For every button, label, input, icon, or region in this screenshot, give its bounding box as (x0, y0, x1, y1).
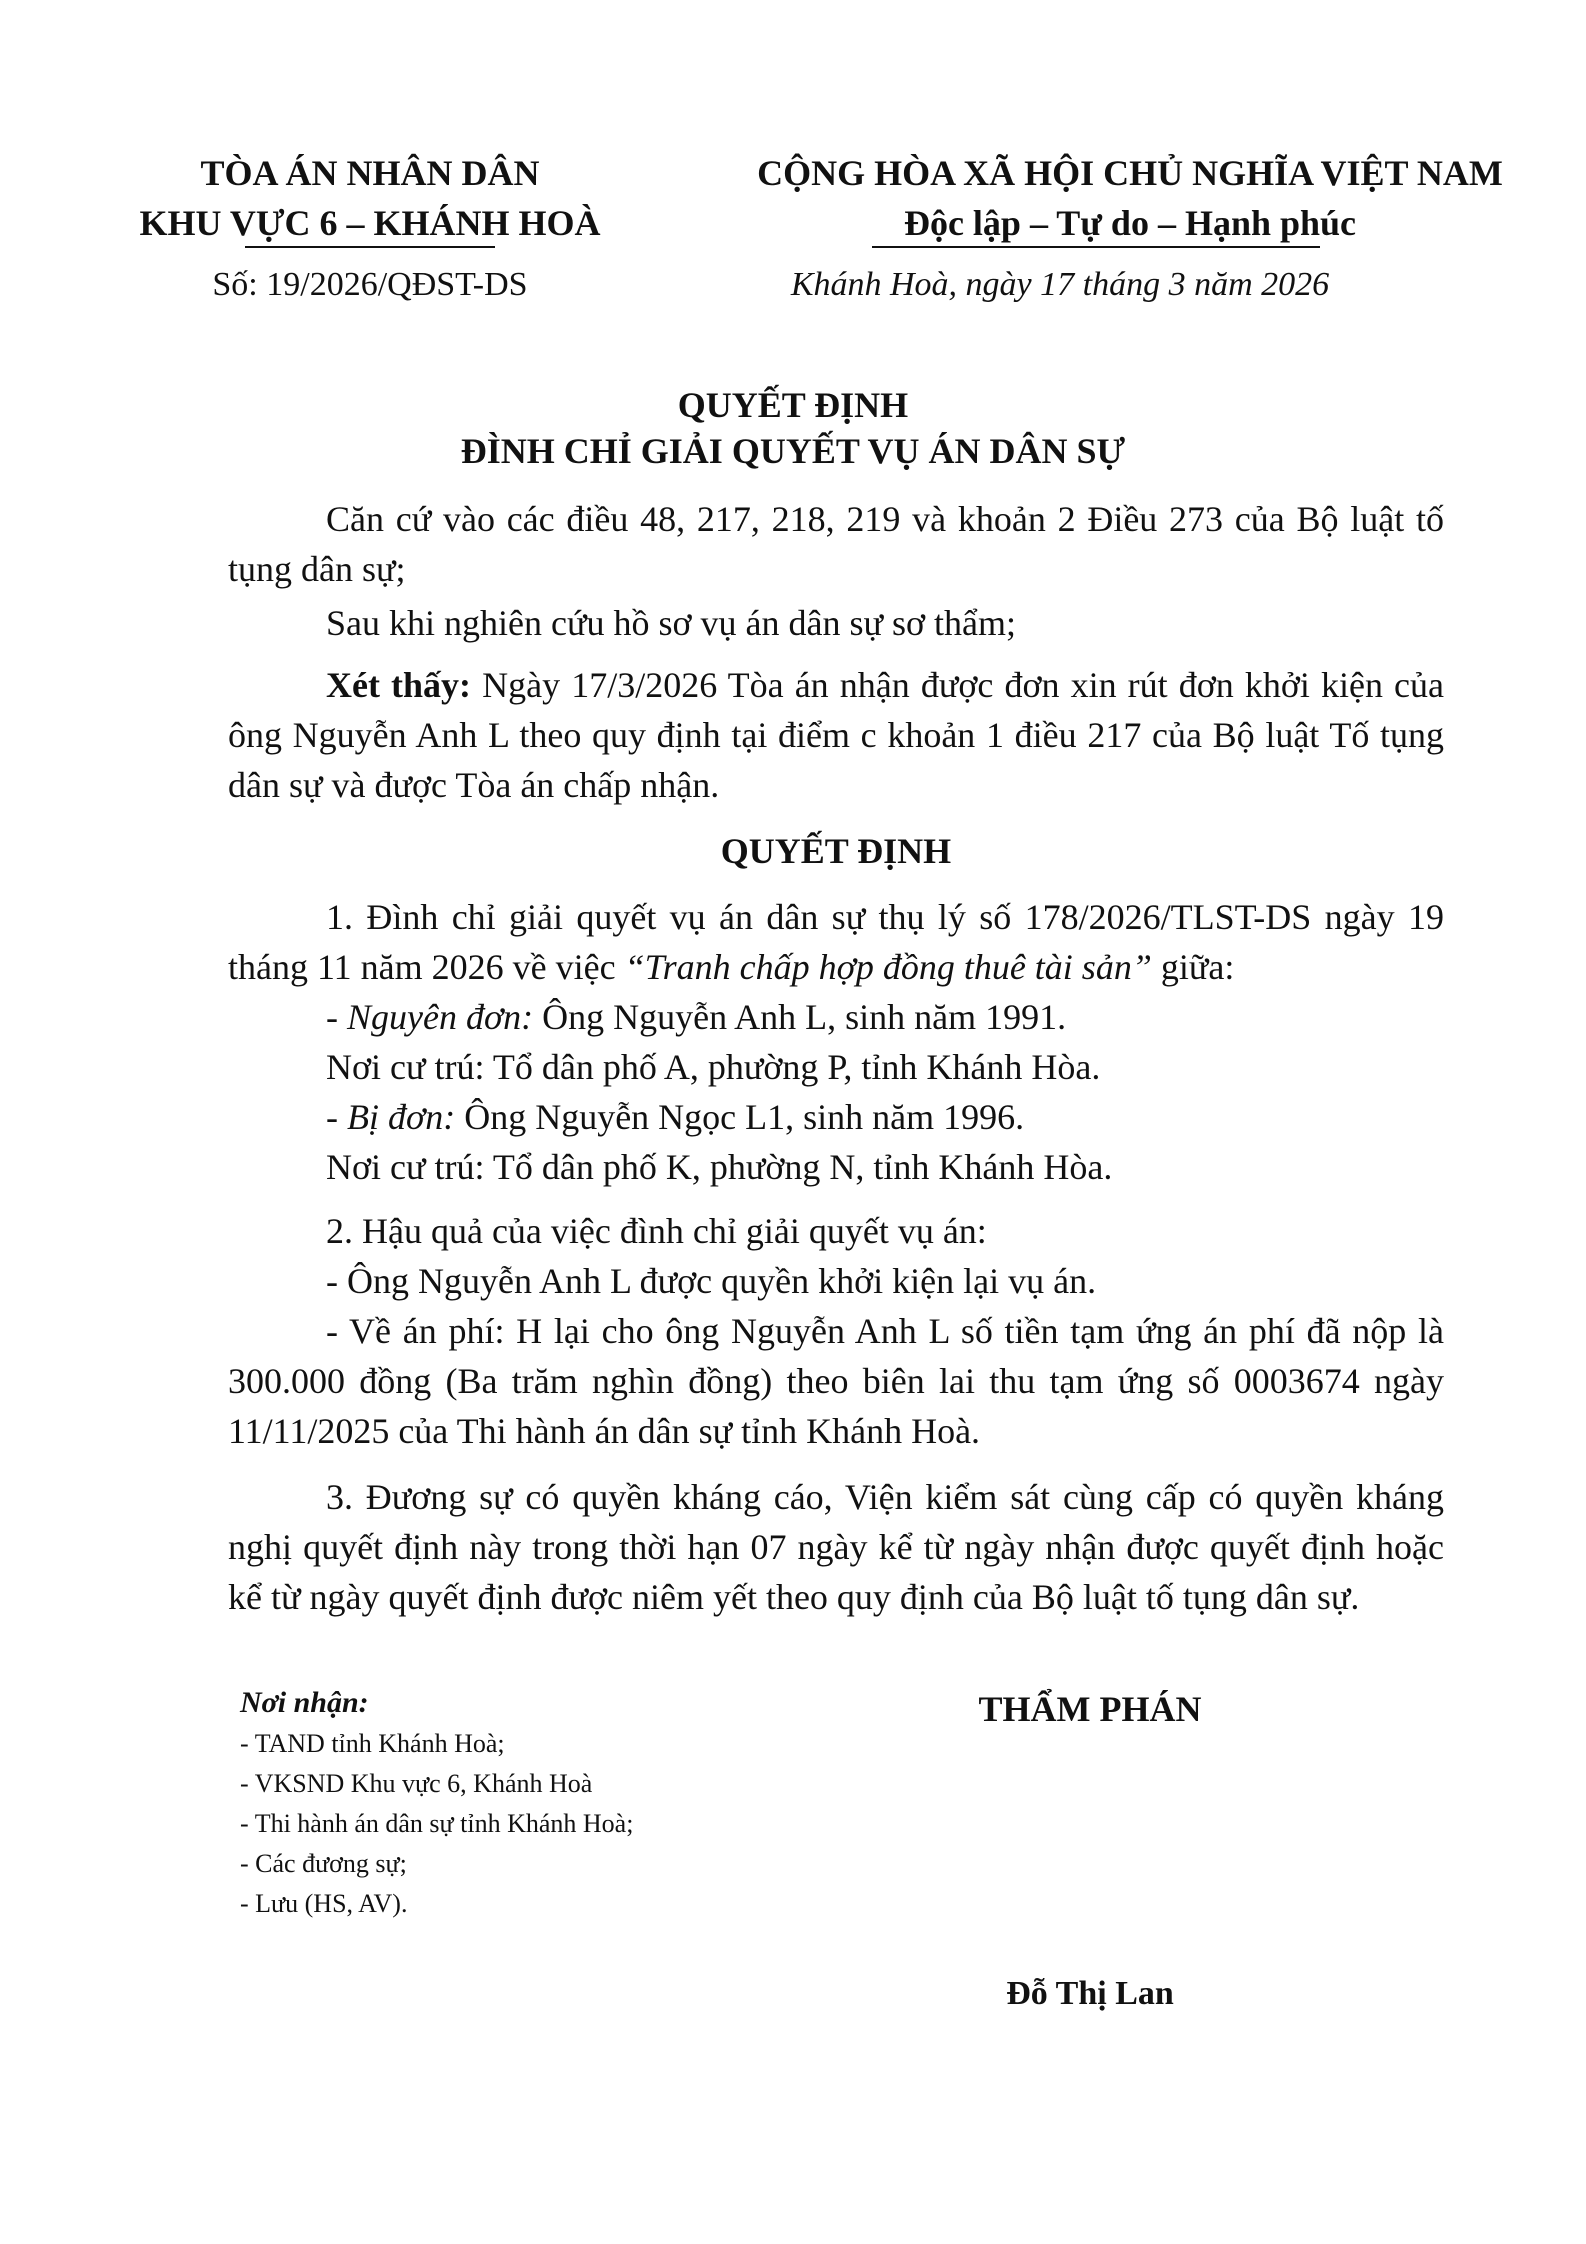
nation-line1: CỘNG HÒA XÃ HỘI CHỦ NGHĨA VIỆT NAM (757, 153, 1503, 193)
title-line2: ĐÌNH CHỈ GIẢI QUYẾT VỤ ÁN DÂN SỰ (460, 431, 1126, 471)
defendant-prefix: - (326, 1097, 347, 1137)
nation-line2: Độc lập – Tự do – Hạnh phúc (903, 203, 1357, 243)
item3-paragraph: 3. Đương sự có quyền kháng cáo, Viện kiểm sát cùng cấp có quyền kháng nghị quyết định này trong thời hạn 07 ngày kể từ ngày nhận được quyết định hoặc kể từ ngày quyết định được niêm yết theo quy định của Bộ luật tố tụng dân sự. (228, 1477, 1444, 1617)
document-title (0, 380, 1586, 476)
item2-fee: - Về án phí: H lại cho ông Nguyễn Anh L số tiền tạm ứng án phí đã nộp là 300.000 đồng (Ba trăm nghìn đồng) theo biên lai thu tạm ứng số 0003674 ngày 11/11/2025 của Thi hành án dân sự tỉnh Khánh Hoà. (228, 1311, 1444, 1451)
court-name-line1: TÒA ÁN NHÂN DÂN (200, 153, 540, 193)
recipients-label: Nơi nhận: (240, 1686, 369, 1719)
basis-paragraph: Căn cứ vào các điều 48, 217, 218, 219 và khoản 2 Điều 273 của Bộ luật tố tụng dân sự; (228, 499, 1444, 589)
item1-dispute: “Tranh chấp hợp đồng thuê tài sản” (624, 947, 1152, 987)
title-line1: QUYẾT ĐỊNH (677, 385, 909, 425)
item2-right: - Ông Nguyễn Anh L được quyền khởi kiện lại vụ án. (326, 1261, 1097, 1301)
plaintiff-residence: Nơi cư trú: Tổ dân phố A, phường P, tỉnh Khánh Hòa. (326, 1047, 1101, 1087)
defendant-label: Bị đơn: (347, 1097, 456, 1137)
finding-text: Ngày 17/3/2026 Tòa án nhận được đơn xin rút đơn khởi kiện của ông Nguyễn Anh L theo quy định tại điểm c khoản 1 điều 217 của Bộ luật Tố tụng dân sự và được Tòa án chấp nhận. (228, 665, 1445, 805)
court-name (80, 148, 660, 248)
study-paragraph: Sau khi nghiên cứu hồ sơ vụ án dân sự sơ thẩm; (326, 603, 1017, 643)
recipient-item: - Các đương sự; (240, 1849, 407, 1878)
finding-paragraph (228, 660, 1444, 810)
signature-title: THẨM PHÁN (978, 1689, 1202, 1729)
national-motto (700, 148, 1560, 248)
plaintiff-text: Ông Nguyễn Anh L, sinh năm 1991. (533, 997, 1067, 1037)
recipients-block (240, 1682, 800, 1924)
motto-underline (872, 246, 1320, 248)
recipient-item: - Lưu (HS, AV). (240, 1889, 408, 1918)
plaintiff-label: Nguyên đơn: (347, 997, 534, 1037)
item1-paragraph (228, 892, 1444, 992)
recipient-item: - VKSND Khu vực 6, Khánh Hoà (240, 1769, 593, 1798)
court-name-line2: KHU VỰC 6 – KHÁNH HOÀ (139, 203, 601, 243)
recipient-item: - TAND tỉnh Khánh Hoà; (240, 1729, 505, 1758)
doc-number: Số: 19/2026/QĐST-DS (212, 266, 528, 303)
defendant-text: Ông Nguyễn Ngọc L1, sinh năm 1996. (455, 1097, 1025, 1137)
defendant-residence: Nơi cư trú: Tổ dân phố K, phường N, tỉnh Khánh Hòa. (326, 1147, 1113, 1187)
court-underline (245, 246, 495, 248)
item2-lead: 2. Hậu quả của việc đình chỉ giải quyết vụ án: (326, 1211, 987, 1251)
item1-lead: 1. Đình chỉ giải quyết vụ án dân sự thụ lý số 178/2026/TLST-DS ngày 19 tháng 11 năm 2026 về việc (228, 897, 1444, 987)
recipient-item: - Thi hành án dân sự tỉnh Khánh Hoà; (240, 1809, 634, 1838)
finding-label: Xét thấy: (326, 665, 472, 705)
plaintiff-line (228, 992, 1444, 1042)
defendant-line (228, 1092, 1444, 1142)
decision-heading: QUYẾT ĐỊNH (720, 831, 952, 871)
signer-name: Đỗ Thị Lan (1006, 1975, 1174, 2012)
plaintiff-prefix: - (326, 997, 347, 1037)
place-date: Khánh Hoà, ngày 17 tháng 3 năm 2026 (790, 266, 1330, 303)
document-body (228, 494, 1444, 1622)
item1-tail: giữa: (1151, 947, 1235, 987)
